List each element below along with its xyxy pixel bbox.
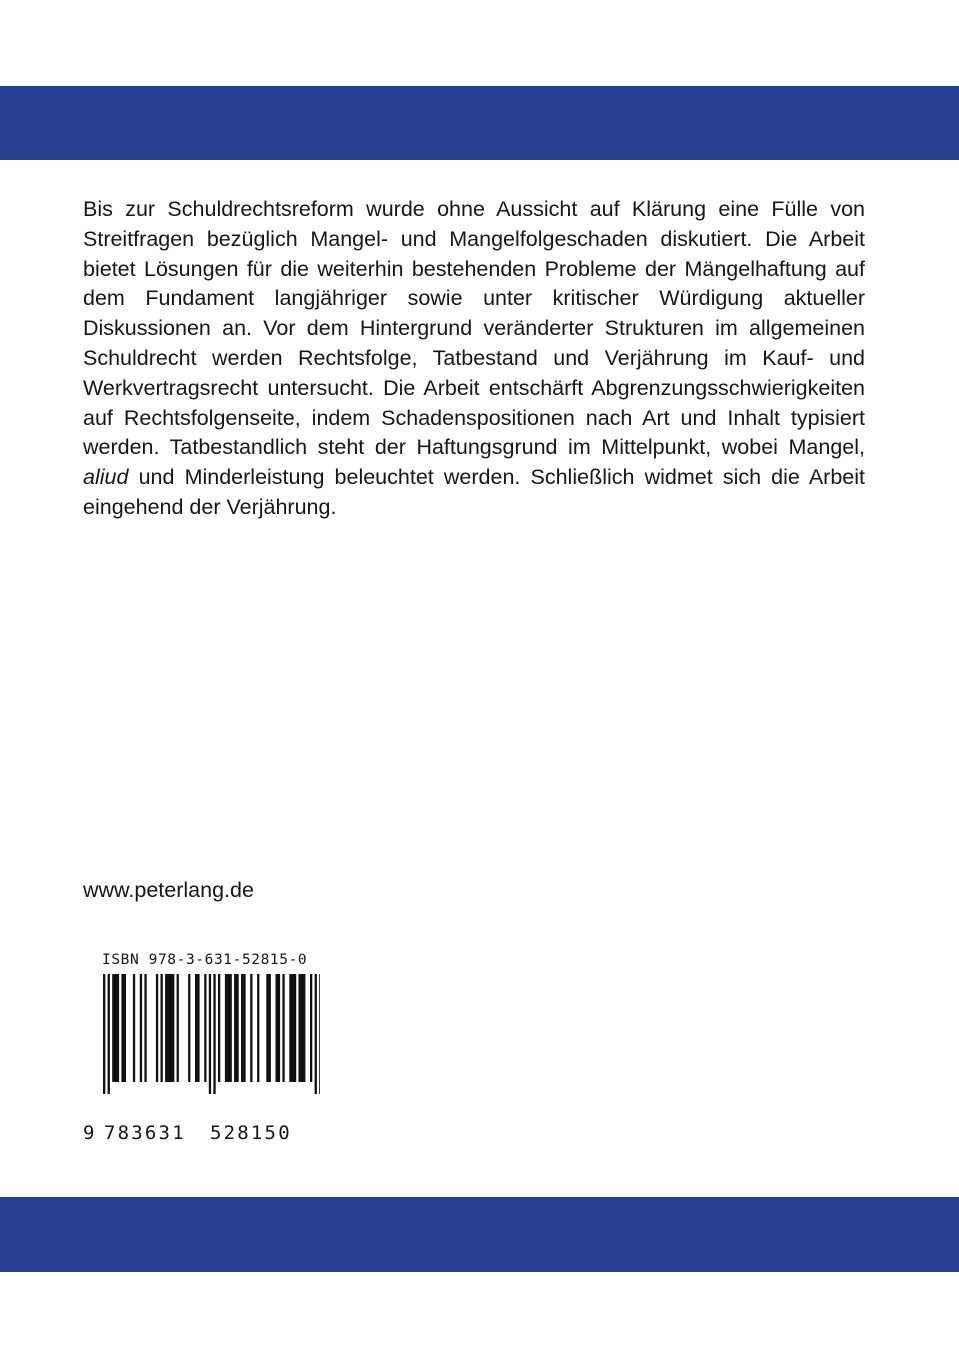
barcode-bar bbox=[299, 974, 306, 1082]
barcode-bar bbox=[133, 974, 135, 1082]
barcode-bar bbox=[289, 974, 296, 1082]
barcode-bar bbox=[195, 974, 200, 1082]
barcode-guard-bar bbox=[315, 974, 317, 1094]
barcode-bar bbox=[156, 974, 158, 1082]
barcode-bar bbox=[250, 974, 252, 1082]
barcode-bar bbox=[310, 974, 312, 1082]
barcode-bar bbox=[225, 974, 232, 1082]
barcode-bar bbox=[112, 974, 119, 1082]
barcode-bar bbox=[234, 974, 239, 1082]
barcode-guard-bar bbox=[103, 974, 105, 1094]
barcode-bar bbox=[276, 974, 281, 1082]
barcode-bar bbox=[241, 974, 246, 1082]
barcode-guard-bar bbox=[108, 974, 110, 1094]
bottom-color-band bbox=[0, 1197, 959, 1272]
blurb-text-part1: Bis zur Schuldrechtsreform wurde ohne Aussicht auf Klärung eine Fülle von Streitfragen bezüglich Mangel- und Mangelfolgeschaden diskutiert. Die Arbeit bietet Lösungen für die weiterhin bestehenden Probleme der Mängelhaftung auf dem Fundament langjähriger sowie unter kritischer Würdigung aktueller Diskussionen an. Vor dem Hintergrund veränderter Strukturen im allgemeinen Schuldrecht werden Rechtsfolge, Tatbestand und Verjährung im Kauf- und Werkvertragsrecht untersucht. Die Arbeit entschärft Abgrenzungsschwierigkeiten auf Rechtsfolgenseite, indem Schadenspositionen nach Art und Inhalt typisiert werden. Tatbestandlich steht der Haftungsgrund im Mittelpunkt, wobei Mangel, bbox=[83, 197, 865, 460]
isbn-label: ISBN 978-3-631-52815-0 bbox=[102, 952, 308, 968]
barcode-bar bbox=[121, 974, 126, 1082]
barcode-bar bbox=[144, 974, 146, 1082]
barcode-bar bbox=[282, 974, 284, 1082]
barcode-guard-bar bbox=[209, 974, 211, 1094]
back-cover-blurb bbox=[83, 195, 865, 523]
isbn-barcode bbox=[80, 950, 320, 1150]
barcode-bar bbox=[165, 974, 174, 1082]
barcode-bar bbox=[161, 974, 163, 1082]
publisher-url[interactable]: www.peterlang.de bbox=[83, 878, 254, 902]
barcode-bar bbox=[188, 974, 190, 1082]
barcode-bar bbox=[266, 974, 271, 1082]
barcode-bar bbox=[177, 974, 179, 1082]
barcode-bar bbox=[218, 974, 220, 1082]
ean-left-digits: 783631 bbox=[104, 1122, 186, 1144]
blurb-text-part2: und Minderleistung beleuchtet werden. Schließlich widmet sich die Arbeit eingehend der Verjährung. bbox=[83, 465, 865, 519]
barcode-bar bbox=[257, 974, 259, 1082]
barcode-bars bbox=[80, 972, 320, 1094]
barcode-guard-bar bbox=[319, 974, 320, 1094]
barcode-guard-bar bbox=[213, 974, 215, 1094]
blurb-italic-term: aliud bbox=[83, 465, 129, 490]
barcode-bar bbox=[204, 974, 206, 1082]
top-color-band bbox=[0, 86, 959, 160]
ean-first-digit: 9 bbox=[83, 1122, 95, 1144]
ean-right-digits: 528150 bbox=[210, 1122, 292, 1144]
barcode-bar bbox=[140, 974, 142, 1082]
